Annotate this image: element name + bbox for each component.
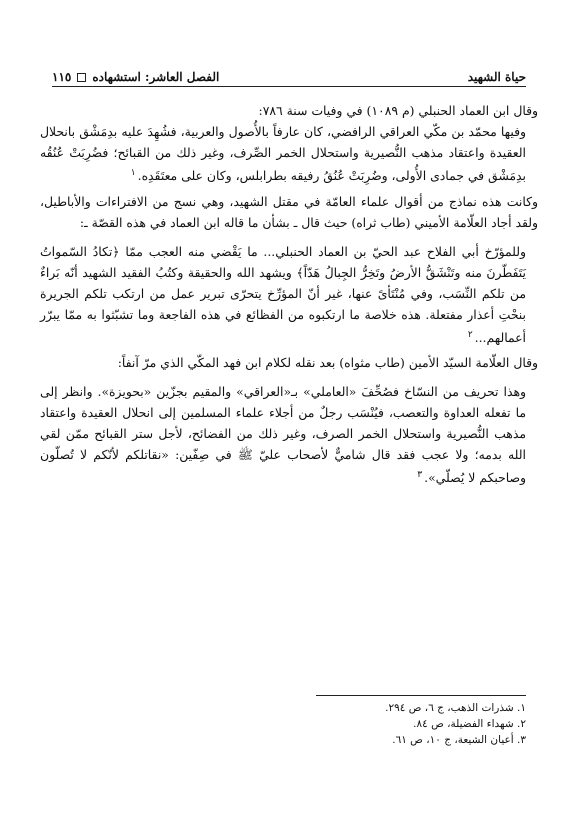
footnotes bbox=[300, 700, 526, 748]
chapter-heading bbox=[52, 70, 219, 84]
paragraph: وكانت هذه نماذج من أقوال علماء العامّة في مقتل الشهيد، وهي نسج من الافتراءات والأباطيل، ولقد أجاد العلّامة الأميني (طاب ثراه) حيث قال ـ بشأن ما قاله ابن العماد في هذه القصّة ـ: bbox=[40, 194, 538, 231]
quote-paragraph: وفيها محمّد بن مكّي العراقي الرافضي، كان عارفاً بالأُصول والعربية، فشُهِدَ عليه بدِمَشْق بانحلال العقيدة واعتقاد مذهب النُّصيرية واستحلال الخمر الصِّرف، وغير ذلك من القبائح؛ فضُرِبَتْ عُنُقُه بدِمَشْق في جمادى الأُولى، وضُرِبَتْ عُنُقُ رفيقه بطرابلس، وكان على معتَقَدِه.$^١$ bbox=[40, 124, 526, 184]
main-text bbox=[40, 100, 538, 488]
quote-paragraph: وهذا تحريف من النسّاخ فصُحِّفَ «العاملي» بـ«العراقي» والمقيم بجزّين «بحويزة». وانظر إلى ما تفعله العداوة والتعصب، فيُنْسَب رجلٌ من أجلاء علماء المسلمين إلى انحلال العقيدة واعتقاد مذهب النُّصيرية واستحلال الخمر الصرف، وغير ذلك من الفضائح، لأجل ستر القبائح ممّن لقي الله بدمه؛ ولا عجب فقد قال شاميٌّ لأصحاب عليّ ﷺ في صِفّين: «نقاتلكم لأنّكم لا تُصلّون وصاحبكم لا يُصلّي».$^٣$ bbox=[40, 384, 526, 486]
footnote-reference: ٣ bbox=[417, 470, 423, 481]
page-number: ١١٥ bbox=[52, 70, 72, 84]
footnote-item: ١. شذرات الذهب، ج ٦، ص ٢٩٤. bbox=[385, 702, 526, 714]
footnote-item: ٣. أعيان الشيعة، ج ١٠، ص ٦١. bbox=[392, 734, 526, 746]
footnote-item: ٢. شهداء الفضيلة، ص ٨٤. bbox=[413, 718, 526, 730]
footnote-divider bbox=[316, 695, 526, 696]
footnote-reference: ١ bbox=[130, 168, 136, 178]
square-separator-icon bbox=[77, 73, 86, 82]
quote-paragraph: وللمؤرّخ أبي الفلاح عبد الحيّ بن العماد الحنبلي... ما يَقْضي منه العجب ممّا ﴿تكادُ السّمواتُ يَتَفَطّرنَ منه وتَنْشَقُّ الأرضُ وتَخِرُّ الجِبالُ هَدّاً﴾ ويشهد الله والحقيقة وكتُبُ الفقيد الشهيد أنّه بَراءٌ من تلكم النِّسَب، وفي مُنْتَأىً عنها، غير أنّ المؤرِّخ يتحرّى تبرير عمل من ارتكب تلكم الجريرة بنحْتِ أعذار مفتعلة. هذه خلاصة ما ارتكبوه من الفظائع في هذه الفاجعة وما تشبّثوا به ممّا يبرّر أعمالهم...$^٢$ bbox=[40, 244, 526, 346]
footnote-reference: ٢ bbox=[467, 330, 473, 341]
book-title: حياة الشهيد bbox=[467, 70, 526, 84]
paragraph: وقال العلّامة السيّد الأمين (طاب مثواه) بعد نقله لكلام ابن فهد المكّي الذي مرّ آنفاً: bbox=[117, 355, 538, 371]
paragraph: وقال ابن العماد الحنبلي (م ١٠٨٩) في وفيات سنة ٧٨٦: bbox=[258, 103, 538, 118]
page-header bbox=[52, 62, 526, 87]
chapter-title: الفصل العاشر: استشهاده bbox=[92, 70, 220, 84]
